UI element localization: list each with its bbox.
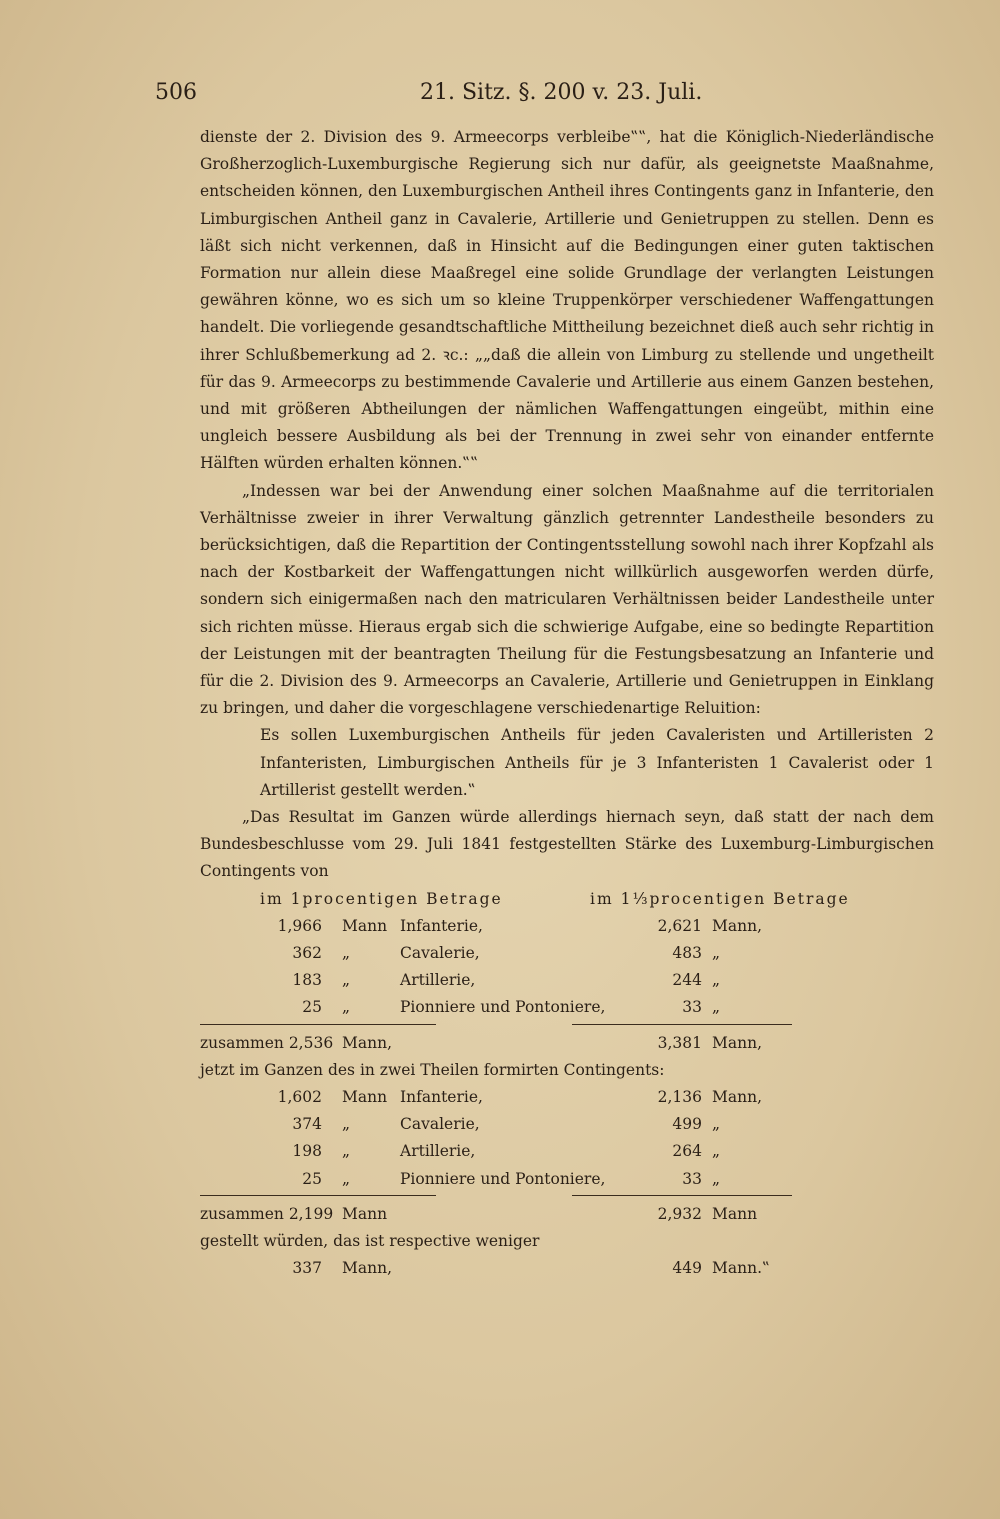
sum-rule <box>200 1022 934 1030</box>
sum-label: zusammen 2,536 <box>200 1033 334 1052</box>
contingent-table <box>200 886 934 1283</box>
table-row <box>200 940 934 967</box>
paragraph-1: dienste der 2. Division des 9. Armeecorps verbleibe‟‟, hat die Königlich-Niederländische Großherzoglich-Luxemburgische Regierung sich nur dafür, als geeignetste Maaßnahme, entscheiden können, den Luxemburgischen Antheil ihres Contingents ganz in Infanterie, den Limburgischen Antheil ganz in Cavalerie, Artillerie und Genietruppen zu stellen. Denn es läßt sich nicht verkennen, daß in Hinsicht auf die Bedingungen einer guten taktischen Formation nur allein diese Maaßregel eine solide Grundlage der verlangten Leistungen gewähren könne, wo es sich um so kleine Truppenkörper verschiedener Waffengattungen handelt. Die vorliegende gesandtschaftliche Mittheilung bezeichnet dieß auch sehr richtig in ihrer Schlußbemerkung ad 2. ꝛc.: „„daß die allein von Limburg zu stellende und ungetheilt für das 9. Armeecorps zu bestimmende Cavalerie und Artillerie aus einem Ganzen bestehen, und mit größeren Abtheilungen der nämlichen Waffengattungen eingeübt, mithin eine ungleich bessere Ausbildung als bei der Trennung in zwei sehr von einander entfernte Hälften würden erhalten können.‟‟ <box>200 128 934 473</box>
table-row <box>200 994 934 1021</box>
cell-count-1: 1,966 <box>277 916 322 935</box>
difference-row <box>200 1255 934 1282</box>
table-row <box>200 1084 934 1111</box>
cell-unit-1: Mann <box>342 916 388 935</box>
middle-line: jetzt im Ganzen des in zwei Theilen formirten Contingents: <box>200 1060 665 1079</box>
cell-count-1: 198 <box>292 1142 322 1161</box>
cell-unit-2: „ <box>712 1115 721 1134</box>
cell-unit-2: „ <box>712 998 721 1017</box>
cell-count-2: 483 <box>672 944 702 963</box>
sum-row-2 <box>200 1201 934 1228</box>
cell-count-2: 33 <box>682 998 702 1017</box>
sum-count-2: 3,381 <box>657 1033 702 1052</box>
sum-row-1 <box>200 1030 934 1057</box>
running-title: 21. Sitz. §. 200 v. 23. Juli. <box>420 80 703 105</box>
cell-arm: Cavalerie, <box>400 944 480 963</box>
cell-unit-2: „ <box>712 1169 721 1188</box>
cell-count-1: 362 <box>292 944 322 963</box>
table-row <box>200 967 934 994</box>
table-header-row <box>200 886 934 913</box>
sum-unit-2: Mann, <box>712 1033 763 1052</box>
cell-count-2: 499 <box>672 1115 702 1134</box>
cell-unit-1: „ <box>342 1142 351 1161</box>
cell-unit-1: Mann <box>342 1088 388 1106</box>
paragraph-2: „Indessen war bei der Anwendung einer solchen Maaßnahme auf die territorialen Verhältnisse zweier in ihrer Verwaltung gänzlich getrennter Landestheile besonders zu berücksichtigen, daß die Repartition der Contingentsstellung sowohl nach ihrer Kopfzahl als nach der Kostbarkeit der Waffengattungen nicht willkürlich ausgeworfen werden dürfe, sondern sich einigermaßen nach den matricularen Verhältnissen beider Landestheile unter sich richten müsse. Hieraus ergab sich die schwierige Aufgabe, eine so bedingte Repartition der Leistungen mit der beantragten Theilung für die Festungsbesatzung an Infanterie und für die 2. Division des 9. Armeecorps an Cavalerie, Artillerie und Genietruppen in Einklang zu bringen, und daher die vorgeschlagene verschiedenartige Reluition: <box>200 481 934 718</box>
cell-count-2: 2,136 <box>657 1088 702 1106</box>
cell-arm: Infanterie, <box>400 916 483 935</box>
cell-count-1: 25 <box>302 998 322 1017</box>
cell-count-1: 374 <box>292 1115 322 1134</box>
quoted-resolution: Es sollen Luxemburgischen Antheils für jeden Cavaleristen und Artilleristen 2 Infanteristen, Limburgischen Antheils für je 3 Infanteristen 1 Cavalerist oder 1 Artillerist gestellt werden.‟ <box>260 726 934 799</box>
table-row <box>200 913 934 940</box>
table-row <box>200 1166 934 1193</box>
cell-unit-2: „ <box>712 1142 721 1161</box>
cell-unit-1: „ <box>342 1169 351 1188</box>
diff-unit-2: Mann.‟ <box>712 1259 770 1278</box>
sum-rule <box>200 1193 934 1201</box>
cell-unit-1: „ <box>342 998 351 1017</box>
cell-arm: Artillerie, <box>400 1142 476 1161</box>
sum-unit-2: Mann <box>712 1204 758 1223</box>
cell-arm: Pionniere und Pontoniere, <box>400 1169 606 1188</box>
cell-count-1: 25 <box>302 1169 322 1188</box>
header-1-percent: im 1procentigen Betrage <box>260 889 503 908</box>
cell-unit-2: Mann, <box>712 1088 763 1106</box>
table-row <box>200 1138 934 1165</box>
header-1-third-percent: im 1⅓procentigen Betrage <box>590 889 850 908</box>
page-number: 506 <box>155 80 197 105</box>
cell-unit-1: „ <box>342 944 351 963</box>
diff-count-2: 449 <box>672 1259 702 1278</box>
cell-count-2: 2,621 <box>657 916 702 935</box>
sum-count-2: 2,932 <box>657 1204 702 1223</box>
cell-arm: Pionniere und Pontoniere, <box>400 998 606 1017</box>
cell-unit-1: „ <box>342 971 351 990</box>
page-body <box>200 124 934 1282</box>
page-header <box>155 80 805 110</box>
cell-arm: Artillerie, <box>400 971 476 990</box>
cell-unit-2: Mann, <box>712 916 763 935</box>
sum-unit-1: Mann <box>342 1204 388 1223</box>
cell-count-1: 1,602 <box>277 1088 322 1106</box>
cell-count-1: 183 <box>292 971 322 990</box>
paragraph-3: „Das Resultat im Ganzen würde allerdings hiernach seyn, daß statt der nach dem Bundesbeschlusse vom 29. Juli 1841 festgestellten Stärke des Luxemburg-Limburgischen Contingents von <box>200 808 934 881</box>
cell-count-2: 264 <box>672 1142 702 1161</box>
diff-unit-1: Mann, <box>342 1259 393 1278</box>
sum-unit-1: Mann, <box>342 1033 393 1052</box>
cell-arm: Cavalerie, <box>400 1115 480 1134</box>
cell-unit-2: „ <box>712 971 721 990</box>
diff-count-1: 337 <box>292 1259 322 1278</box>
sum-label: zusammen 2,199 <box>200 1204 334 1223</box>
cell-count-2: 33 <box>682 1169 702 1188</box>
cell-arm: Infanterie, <box>400 1088 483 1106</box>
table-row <box>200 1111 934 1138</box>
closing-line: gestellt würden, das ist respective weniger <box>200 1231 540 1250</box>
cell-unit-1: „ <box>342 1115 351 1134</box>
cell-unit-2: „ <box>712 944 721 963</box>
cell-count-2: 244 <box>672 971 702 990</box>
